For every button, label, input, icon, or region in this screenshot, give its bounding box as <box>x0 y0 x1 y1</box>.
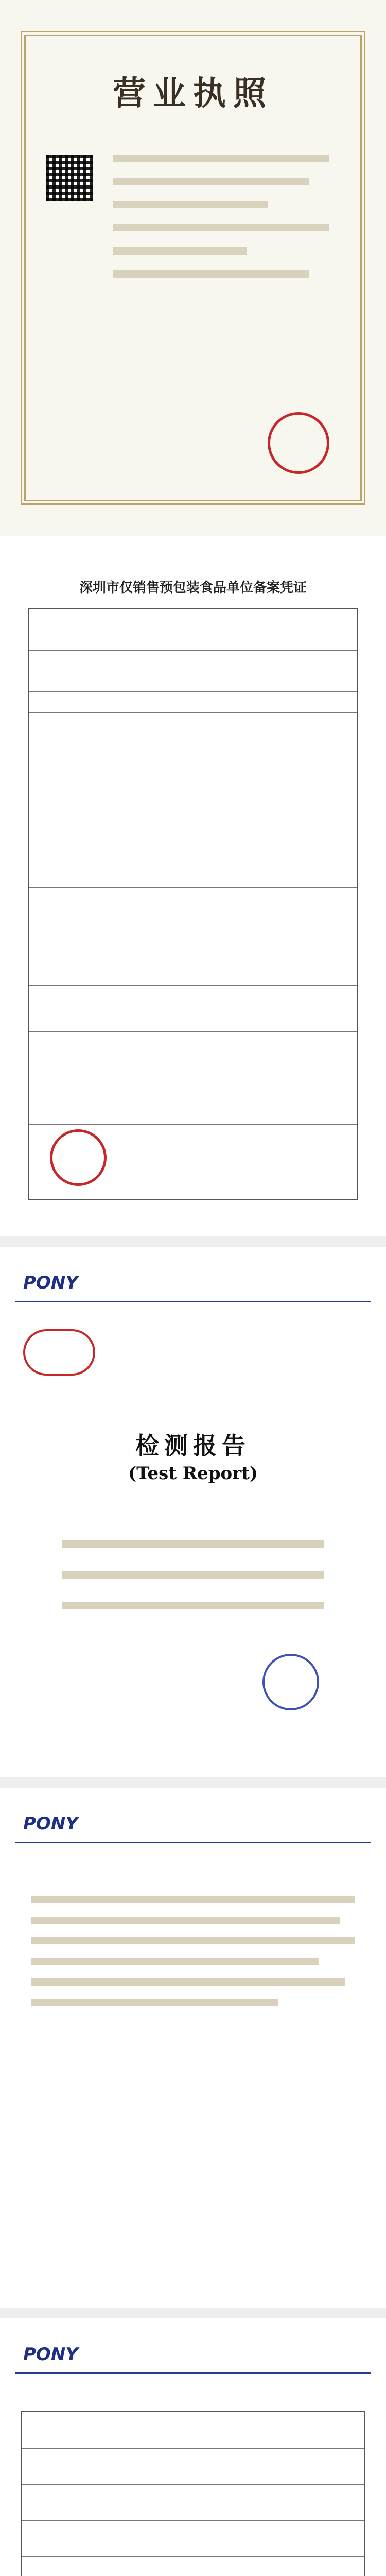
header-rule <box>15 2372 371 2374</box>
license-field <box>113 155 329 162</box>
statement-line <box>31 1999 278 2006</box>
official-seal-icon <box>50 1129 107 1186</box>
report-table <box>21 2411 365 2576</box>
statement-line <box>31 1958 319 1965</box>
test-seal-icon <box>262 1654 319 1710</box>
brand-logo: PONY <box>23 2344 78 2365</box>
report-title-en: (Test Report) <box>128 1463 258 1484</box>
certificate-table <box>28 608 358 1200</box>
license-field <box>113 270 309 278</box>
license-field <box>113 247 247 255</box>
brand-logo: PONY <box>23 1273 78 1293</box>
header-rule <box>15 1842 371 1843</box>
report-title: 检测报告 <box>135 1432 251 1460</box>
license-field <box>113 224 329 231</box>
ma-mark-icon <box>23 1329 95 1376</box>
qr-code-icon <box>46 155 93 201</box>
header-rule <box>15 1301 371 1302</box>
statement-line <box>31 1896 355 1903</box>
page-separator <box>0 1777 386 1788</box>
report-cover <box>0 1252 386 1777</box>
license-title: 营业执照 <box>113 74 273 113</box>
official-seal-icon <box>268 412 329 474</box>
report-field <box>62 1602 324 1609</box>
statement-line <box>31 1917 340 1924</box>
certificate-title: 深圳市仅销售预包装食品单位备案凭证 <box>79 580 307 596</box>
report-field <box>62 1571 324 1579</box>
page-separator <box>0 2308 386 2318</box>
food-filing-certificate <box>0 546 386 1236</box>
brand-logo: PONY <box>23 1814 78 1834</box>
statement-line <box>31 1937 355 1944</box>
report-field <box>62 1540 324 1548</box>
page-separator <box>0 1236 386 1247</box>
report-statement-page <box>0 1793 386 2308</box>
report-data-page <box>0 2324 386 2576</box>
business-license <box>0 0 386 536</box>
license-field <box>113 178 309 185</box>
statement-line <box>31 1978 345 1986</box>
license-field <box>113 201 268 208</box>
